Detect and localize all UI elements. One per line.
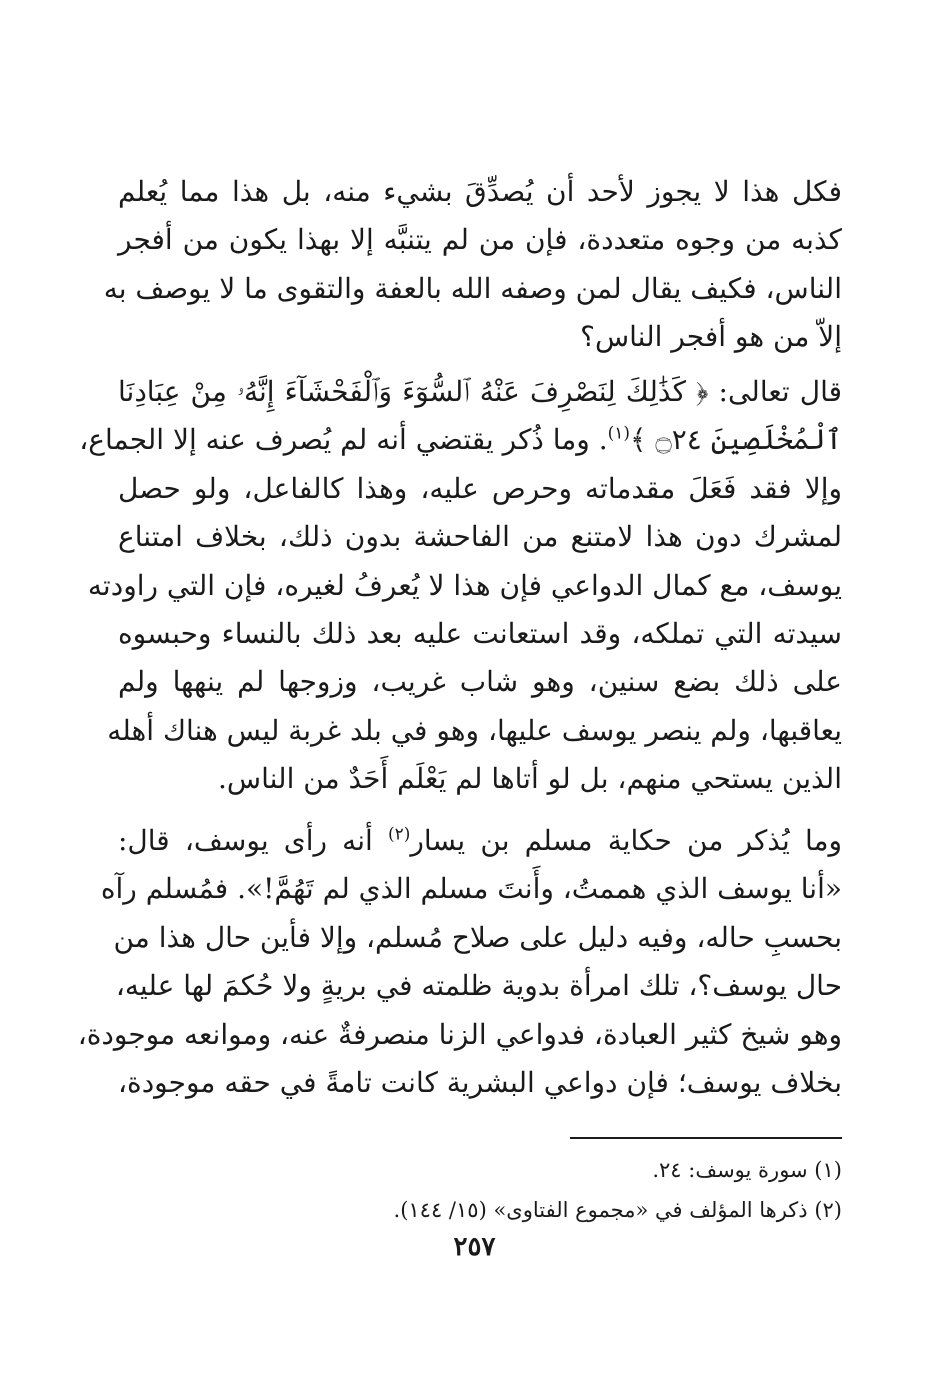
text-line: بخلاف يوسف؛ فإن دواعي البشرية كانت تامةً في حقه موجودة، <box>118 1065 842 1099</box>
text-line: إلاّ من هو أفجر الناس؟ <box>580 320 842 354</box>
footnote-ref-1[interactable]: (١) <box>607 424 631 445</box>
text-line: وإلا فقد فَعَلَ مقدماته وحرص عليه، وهذا كالفاعل، ولو حصل <box>118 471 842 505</box>
text-segment: . وما ذُكر يقتضي أنه لم يُصرف عنه إلا الجماع، <box>79 423 608 457</box>
text-line-quran-end <box>79 416 842 464</box>
quran-verse-part-2: ٱلْمُخْلَصِينَ ۝٢٤ ﴾ <box>630 423 842 457</box>
text-line: سيدته التي تملكه، وقد استعانت عليه بعد ذلك بالنساء وحبسوه <box>118 616 842 650</box>
text-line: حال يوسف؟، تلك امرأة بدوية ظلمته في بريةٍ ولا حُكمَ لها عليه، <box>115 969 842 1003</box>
paragraph-3 <box>77 817 842 1107</box>
footnotes <box>118 1150 842 1230</box>
text-line: فكل هذا لا يجوز لأحد أن يُصدِّقَ بشيء منه، بل هذا مما يُعلم <box>118 175 842 208</box>
text-segment: وما يُذكر من حكاية مسلم بن يسار <box>410 824 842 857</box>
paragraph-2 <box>79 368 842 804</box>
footnote-2: (٢) ذكرها المؤلف في «مجموع الفتاوى» (١٥/ ١٤٤). <box>393 1198 842 1222</box>
footnote-divider <box>570 1137 842 1139</box>
paragraph-1 <box>103 168 842 362</box>
text-line: وهو شيخ كثير العبادة، فدواعي الزنا منصرفةٌ عنه، وموانعه موجودة، <box>77 1017 842 1051</box>
text-line: يوسف، مع كمال الدواعي فإن هذا لا يُعرفُ لغيره، فإن التي راودته <box>87 568 842 602</box>
quran-intro-label: قال تعالى: <box>708 375 842 408</box>
text-line: لمشرك دون هذا لامتنع من الفاحشة بدون ذلك، بخلاف امتناع <box>118 520 842 554</box>
footnote-1: (١) سورة يوسف: ٢٤. <box>652 1158 842 1182</box>
text-line-with-footnote <box>118 817 842 865</box>
footnote-ref-2[interactable]: (٢) <box>387 824 411 845</box>
text-line: الناس، فكيف يقال لمن وصفه الله بالعفة والتقوى ما لا يوصف به <box>103 271 842 305</box>
text-line: كذبه من وجوه متعددة، فإن من لم يتنبَّه إلا بهذا يكون من أفجر <box>118 223 842 257</box>
text-line: «أنا يوسف الذي هممتُ، وأَنتَ مسلم الذي لم تَهُمَّ!». فمُسلم رآه <box>100 872 842 906</box>
quran-verse-part-1: ﴿ كَذَٰلِكَ لِنَصْرِفَ عَنْهُ ٱلسُّوٓءَ وَٱلْفَحْشَآءَ إِنَّهُۥ مِنْ عِبَادِنَا <box>118 375 709 408</box>
text-line: على ذلك بضع سنين، وهو شاب غريب، وزوجها لم ينهها ولم <box>118 665 842 699</box>
text-line-quran-intro <box>118 368 842 416</box>
text-line: يعاقبها، ولم ينصر يوسف عليها، وهو في بلد غربة ليس هناك أهله <box>107 713 842 747</box>
text-line: الذين يستحي منهم، بل لو أتاها لم يَعْلَم أَحَدٌ من الناس. <box>217 762 842 796</box>
text-segment: أنه رأى يوسف، قال: <box>118 824 388 857</box>
text-line: بحسبِ حاله، وفيه دليل على صلاح مُسلم، وإلا فأين حال هذا من <box>113 920 842 954</box>
page-number: ٢٥٧ <box>453 1232 496 1262</box>
